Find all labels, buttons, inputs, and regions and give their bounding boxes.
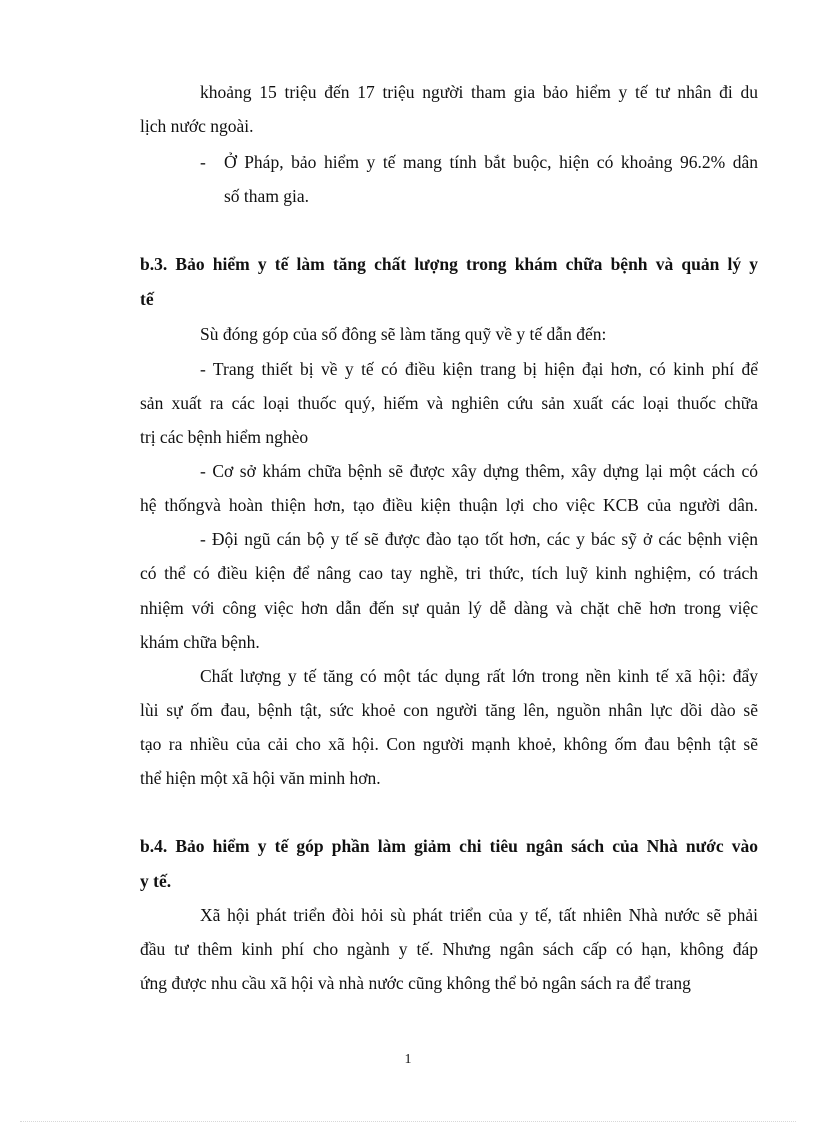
paragraph-line: hệ thốngvà hoàn thiện hơn, tạo điều kiện thuận lợi cho việc KCB của người dân.: [140, 495, 758, 515]
paragraph-line: - Cơ sở khám chữa bệnh sẽ được xây dựng thêm, xây dựng lại một cách có: [200, 461, 758, 481]
paragraph-line: nhiệm với công việc hơn dẫn đến sự quản lý dễ dàng và chặt chẽ hơn trong việc: [140, 598, 758, 618]
paragraph-line: sản xuất ra các loại thuốc quý, hiếm và nghiên cứu sản xuất các loại thuốc chữa: [140, 393, 758, 413]
section-heading: b.4. Bảo hiểm y tế góp phần làm giảm chi tiêu ngân sách của Nhà nước vào: [140, 836, 758, 856]
paragraph-line: Chất lượng y tế tăng có một tác dụng rất lớn trong nền kinh tế xã hội: đẩy: [200, 666, 758, 686]
bullet-line: số tham gia.: [224, 186, 310, 206]
paragraph-line: lùi sự ốm đau, bệnh tật, sức khoẻ con người tăng lên, nguồn nhân lực dồi dào sẽ: [140, 700, 758, 720]
bullet-line: Ở Pháp, bảo hiểm y tế mang tính bắt buộc, hiện có khoảng 96.2% dân: [224, 152, 758, 172]
paragraph-line: ứng được nhu cầu xã hội và nhà nước cũng không thể bỏ ngân sách ra để trang: [140, 973, 691, 993]
paragraph-line: Sù đóng góp của số đông sẽ làm tăng quỹ về y tế dẫn đến:: [200, 324, 607, 344]
page-number: 1: [404, 1052, 412, 1067]
paragraph-line: - Trang thiết bị về y tế có điều kiện trang bị hiện đại hơn, có kinh phí để: [200, 359, 758, 379]
section-heading: b.3. Bảo hiểm y tế làm tăng chất lượng trong khám chữa bệnh và quản lý y: [140, 254, 758, 274]
paragraph-line: Xã hội phát triển đòi hỏi sù phát triển của y tế, tất nhiên Nhà nước sẽ phải: [200, 905, 758, 925]
paragraph-line: khoảng 15 triệu đến 17 triệu người tham gia bảo hiểm y tế tư nhân đi du: [200, 82, 758, 102]
paragraph-line: - Đội ngũ cán bộ y tế sẽ được đào tạo tốt hơn, các y bác sỹ ở các bệnh viện: [200, 529, 758, 549]
bullet-dash: -: [200, 152, 206, 172]
page-edge-divider: [20, 1121, 796, 1122]
section-heading: y tế.: [140, 871, 172, 891]
paragraph-line: khám chữa bệnh.: [140, 632, 260, 652]
paragraph-line: đầu tư thêm kinh phí cho ngành y tế. Nhưng ngân sách cấp có hạn, không đáp: [140, 939, 758, 959]
paragraph-line: tạo ra nhiều của cải cho xã hội. Con người mạnh khoẻ, không ốm đau bệnh tật sẽ: [140, 734, 758, 754]
paragraph-line: lịch nước ngoài.: [140, 116, 254, 136]
paragraph-line: có thể có điều kiện để nâng cao tay nghề, tri thức, tích luỹ kinh nghiệm, có trách: [140, 563, 758, 583]
section-heading: tế: [140, 289, 154, 309]
paragraph-line: thể hiện một xã hội văn minh hơn.: [140, 768, 381, 788]
paragraph-line: trị các bệnh hiểm nghèo: [140, 427, 309, 447]
